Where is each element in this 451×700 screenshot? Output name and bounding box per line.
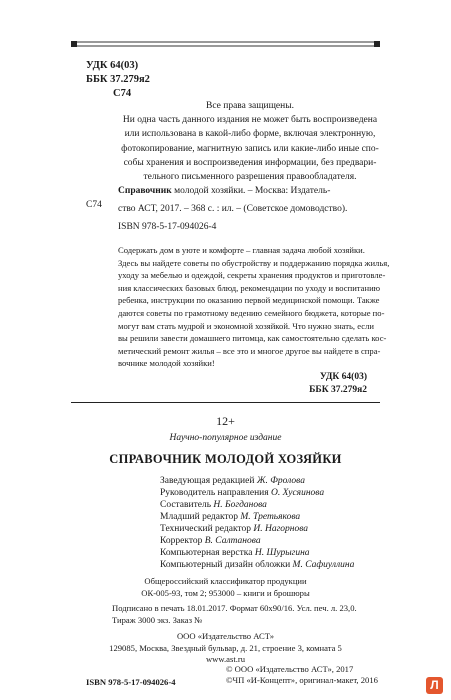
catalog-line-2: ство АСТ, 2017. – 368 с. : ил. – (Советское домоводство). [118,204,348,214]
catalog-line-1: молодой хозяйки. – Москва: Издатель- [171,186,331,196]
annotation [118,244,389,370]
copyright-line: ©ЧП «И-Концепт», оригинал-макет, 2016 [226,675,378,685]
catalog-mark: С74 [86,200,102,210]
staff-line: Младший редактор М. Третьякова [160,512,301,522]
publisher-info [0,631,451,666]
rights-line: собы хранения и воспроизведения информации, без предвари- [123,157,377,168]
print-line: Подписано в печать 18.01.2017. Формат 60x90/16. Усл. печ. л. 23,0. [112,603,357,613]
rights-line: тельного письменного разрешения правообладателя. [143,172,357,183]
rights-line: или использована в какой-либо форме, включая электронную, [124,129,376,140]
staff-line: Корректор В. Салтанова [160,536,261,546]
print-line: Тираж 3000 экз. Заказ № [112,614,203,625]
divider [71,402,380,403]
annotation-line: вочнике молодой хозяйки! [118,358,215,369]
udk-code-repeat: УДК 64(03) [319,372,367,382]
header-ornament [71,40,380,49]
staff-line: Составитель Н. Богданова [160,500,267,510]
isbn-bottom: ISBN 978-5-17-094026-4 [86,677,176,687]
rights-title: Все права защищены. [205,101,294,111]
annotation-line: ния классических базовых блюд, рекомендации по уходу и воспитанию [118,282,381,293]
annotation-line: метический ремонт жилья – все это и многое другое вы найдете в спра- [118,345,381,356]
bbk-code-repeat: ББК 37.279я2 [309,385,367,395]
publisher-website: www.ast.ru [205,654,246,664]
staff-line: Компьютерный дизайн обложки М. Сафиуллина [160,560,355,570]
annotation-line: Содержать дом в уюте и комфорте – главная задача любой хозяйки. [118,245,365,255]
classifier [0,576,451,599]
annotation-line: ребенка, инструкции по оказанию первой медицинской помощи. Также [118,295,380,306]
catalog-entry [118,182,347,236]
rights-notice [100,99,400,184]
copyright-line: © ООО «Издательство АСТ», 2017 [226,664,354,674]
catalog-title-word: Справочник [118,186,172,196]
staff-line: Заведующая редакцией Ж. Фролова [160,476,305,486]
genre-label: Научно-популярное издание [169,433,282,443]
print-details [112,603,357,626]
bbk-code: ББК 37.279я2 [86,74,150,85]
book-title: СПРАВОЧНИК МОЛОДОЙ ХОЗЯЙКИ [109,452,342,466]
annotation-line: даются советы по грамотному ведению семейного бюджета, которые по- [118,307,385,318]
age-rating: 12+ [216,414,235,428]
publisher-name: ООО «Издательство АСТ» [176,631,275,641]
staff-line: Руководитель направления О. Хусяинова [160,488,325,498]
publisher-address: 129085, Москва, Звездный бульвар, д. 21, строение 3, комната 5 [109,642,342,653]
copyright-block [226,664,378,686]
classifier-line: Общероссийский классификатор продукции [144,576,307,586]
annotation-line: Здесь вы найдете советы по обустройству и поддержанию порядка жилья, [118,257,390,268]
udk-code: УДК 64(03) [86,60,139,71]
corner-logo-icon: Л [426,677,443,694]
staff-line: Компьютерная верстка Н. Шурыгина [160,548,310,558]
annotation-line: могут вам стать мудрой и экономной хозяйкой. Что нужно знать, если [118,320,374,331]
staff-list [160,475,354,571]
author-mark: С74 [113,88,132,99]
annotation-line: вы решили завести домашнего питомца, как самостоятельно сделать кос- [118,333,387,344]
rights-line: Ни одна часть данного издания не может быть воспроизведена [122,115,378,126]
rights-line: фотокопирование, магнитную запись или какие-либо иные спо- [121,143,379,154]
catalog-isbn: ISBN 978-5-17-094026-4 [118,222,217,232]
classifier-line: ОК-005-93, том 2; 953000 – книги и брошюры [141,587,310,598]
annotation-line: уходу за мебелью и одеждой, секреты хранения продуктов и приготовле- [118,270,386,281]
staff-line: Технический редактор И. Нагорнова [160,524,309,534]
